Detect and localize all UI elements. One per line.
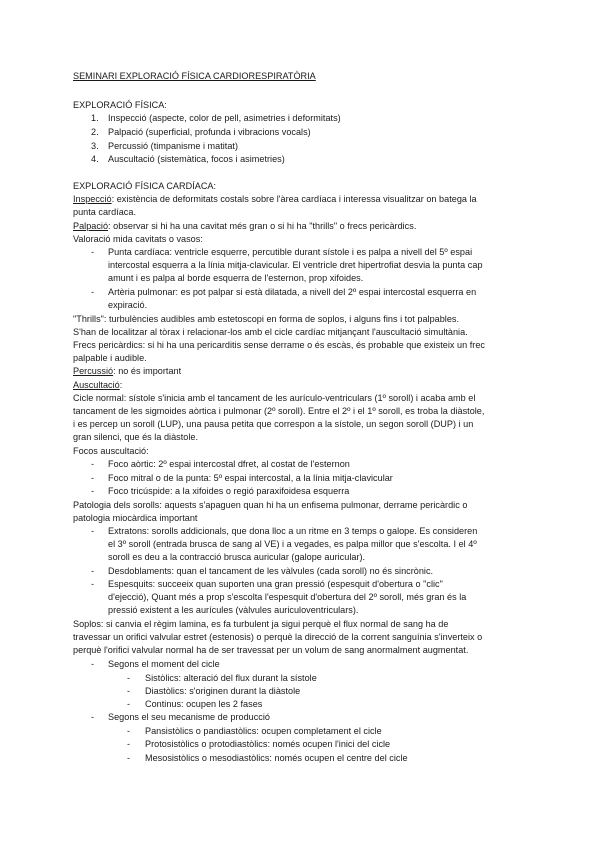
section-heading-exploracio: EXPLORACIÓ FÍSICA: bbox=[73, 100, 167, 110]
sub-bullet-dash: - bbox=[127, 686, 131, 696]
paragraph-line: i es percep un soroll (LUP), una pausa petita que correspon a la sístole, un segon soroll (DUP) i un bbox=[73, 419, 474, 429]
document-title: SEMINARI EXPLORACIÓ FÍSICA CARDIORESPIRATÒRIA bbox=[73, 71, 316, 81]
paragraph-line: Valoració mida cavitats o vasos: bbox=[73, 234, 203, 244]
percussio-text: : no és important bbox=[113, 366, 182, 376]
bullet-text: d'ejecció), Quant més a prop s'escolta l'espesquit d'obertura del 2º soroll, més gran és la bbox=[108, 592, 467, 602]
sub-bullet-dash: - bbox=[127, 699, 131, 709]
sub-bullet-dash: - bbox=[127, 753, 131, 763]
paragraph-line: palpable i audible. bbox=[73, 353, 147, 363]
list-item: Palpació (superficial, profunda i vibracions vocals) bbox=[108, 127, 311, 137]
paragraph-line: Patologia dels sorolls: aquests s'apaguen quan hi ha un enfisema pulmonar, derrame pericàrdic o bbox=[73, 500, 468, 510]
term-auscultacio: Auscultació bbox=[73, 380, 120, 390]
paragraph-line: Focos auscultació: bbox=[73, 446, 149, 456]
paragraph-line: gran silenci, que és la diàstole. bbox=[73, 432, 199, 442]
bullet-text: Espesquits: succeeix quan suporten una gran pressió (espesquit d'obertura o "clic" bbox=[108, 579, 443, 589]
bullet-dash: - bbox=[91, 526, 95, 536]
bullet-dash: - bbox=[91, 566, 95, 576]
bullet-text: Extratons: sorolls addicionals, que dona lloc a un ritme en 3 temps o galope. Es consideren bbox=[108, 526, 478, 536]
bullet-text: el 3º soroll (entrada brusca de sang al VE) i a vegades, es palpa millor que s'escolta. I el 4º bbox=[108, 539, 477, 549]
term-inspeccio: Inspecció bbox=[73, 194, 112, 204]
sub-bullet-text: Pansistòlics o pandiastòlics: ocupen completament el cicle bbox=[145, 726, 382, 736]
sub-bullet-text: Mesosistòlics o mesodiastòlics: només ocupen el centre del cicle bbox=[145, 753, 408, 763]
paragraph-line: Frecs pericàrdics: si hi ha una pericarditis sense derrame o és escàs, és probable que existeix un frec bbox=[73, 340, 485, 350]
sub-bullet-text: Continus: ocupen les 2 fases bbox=[145, 699, 263, 709]
bullet-text: Foco mitral o de la punta: 5º espai intercostal, a la línia mitja-clavicular bbox=[108, 473, 393, 483]
paragraph-palpacio bbox=[73, 220, 416, 232]
bullet-text: intercostal esquerra a la línia mitja-clavicular. El ventricle dret hipertrofiat desvia la punta cap bbox=[108, 260, 483, 270]
bullet-dash: - bbox=[91, 473, 95, 483]
bullet-text: Desdoblaments: quan el tancament de les vàlvules (cada soroll) no és sincrònic. bbox=[108, 566, 434, 576]
paragraph-line: "Thrills": turbulències audibles amb estetoscopi en forma de soplos, i alguns fins i tot palpables. bbox=[73, 314, 460, 324]
bullet-dash: - bbox=[91, 247, 95, 257]
paragraph-line: S'han de localitzar al tòrax i relacionar-los amb el cicle cardíac mitjançant l'auscultació simultània. bbox=[73, 327, 468, 337]
bullet-text: Segons el seu mecanisme de producció bbox=[108, 712, 270, 722]
list-item: Percussió (timpanisme i matitat) bbox=[108, 141, 239, 151]
bullet-text: Punta cardíaca: ventricle esquerre, percutible durant sístole i es palpa a nivell del 5º espai bbox=[108, 247, 473, 257]
bullet-text: pressió existent a les aurícules (vàlvules auriculoventriculars). bbox=[108, 605, 359, 615]
bullet-dash: - bbox=[91, 287, 95, 297]
bullet-text: Artèria pulmonar: es pot palpar si està dilatada, a nivell del 2º espai intercostal esquerra en bbox=[108, 287, 477, 297]
bullet-dash: - bbox=[91, 579, 95, 589]
paragraph-inspeccio bbox=[73, 193, 477, 205]
list-number: 2. bbox=[91, 127, 99, 137]
bullet-dash: - bbox=[91, 486, 95, 496]
inspeccio-text: : existència de deformitats costals sobre l'àrea cardíaca i interessa visualitzar on batega la bbox=[111, 194, 477, 204]
list-number: 1. bbox=[91, 113, 99, 123]
list-item: Inspecció (aspecte, color de pell, asimetries i deformitats) bbox=[108, 113, 341, 123]
list-number: 4. bbox=[91, 154, 99, 164]
term-percussio: Percussió bbox=[73, 366, 114, 376]
sub-bullet-dash: - bbox=[127, 739, 131, 749]
paragraph-line: punta cardíaca. bbox=[73, 207, 136, 217]
sub-bullet-text: Protosistòlics o protodiastòlics: només ocupen l'inici del cicle bbox=[145, 739, 391, 749]
bullet-dash: - bbox=[91, 659, 95, 669]
paragraph-line: patologia miocàrdica important bbox=[73, 513, 198, 523]
bullet-text: Foco aòrtic: 2º espai intercostal dfret, al costat de l'esternon bbox=[108, 459, 350, 469]
sub-bullet-dash: - bbox=[127, 673, 131, 683]
bullet-text: soroll es deu a la contracció brusca auricular (galope auricular). bbox=[108, 552, 366, 562]
sub-bullet-dash: - bbox=[127, 726, 131, 736]
paragraph-line: perquè l'orifici valvular normal ha de ser travessat per un volum de sang anormalment augmentat. bbox=[73, 645, 469, 655]
section-heading-cardiaca: EXPLORACIÓ FÍSICA CARDÍACA: bbox=[73, 181, 217, 191]
bullet-dash: - bbox=[91, 712, 95, 722]
paragraph-line: Cicle normal: sístole s'inicia amb el tancament de les aurículo-ventriculars (1º soroll) i acaba amb el bbox=[73, 393, 476, 403]
palpacio-text: : observar si hi ha una cavitat més gran o si hi ha "thrills" o frecs pericàrdics. bbox=[108, 221, 417, 231]
list-number: 3. bbox=[91, 141, 99, 151]
bullet-dash: - bbox=[91, 459, 95, 469]
sub-bullet-text: Sistòlics: alteració del flux durant la sístole bbox=[145, 673, 317, 683]
paragraph-auscultacio bbox=[73, 379, 122, 391]
bullet-text: amunt i es palpa al borde esquerra de l'esternon, prop xifoides. bbox=[108, 273, 364, 283]
paragraph-percussio bbox=[73, 365, 181, 377]
bullet-text: Segons el moment del cicle bbox=[108, 659, 220, 669]
bullet-text: Foco tricúspide: a la xifoides o regió paraxifoidesa esquerra bbox=[108, 486, 350, 496]
sub-bullet-text: Diastòlics: s'originen durant la diàstole bbox=[145, 686, 301, 696]
list-item: Auscultació (sistemàtica, focos i asimetries) bbox=[108, 154, 285, 164]
bullet-text: expiració. bbox=[108, 300, 148, 310]
auscultacio-colon: : bbox=[119, 380, 123, 390]
term-palpacio: Palpació bbox=[73, 221, 109, 231]
paragraph-line: Soplos: si canvia el règim lamina, es fa turbulent ja sigui perquè el flux normal de sang ha de bbox=[73, 619, 449, 629]
paragraph-line: tancament de les sigmoides aòrtica i pulmonar (2º soroll). Entre el 2º i el 1º soroll, es troba la diàstole, bbox=[73, 406, 485, 416]
paragraph-line: travessar un orifici valvular estret (estenosis) o perquè la direcció de la corrent sanguínia s'inverteix o bbox=[73, 632, 483, 642]
